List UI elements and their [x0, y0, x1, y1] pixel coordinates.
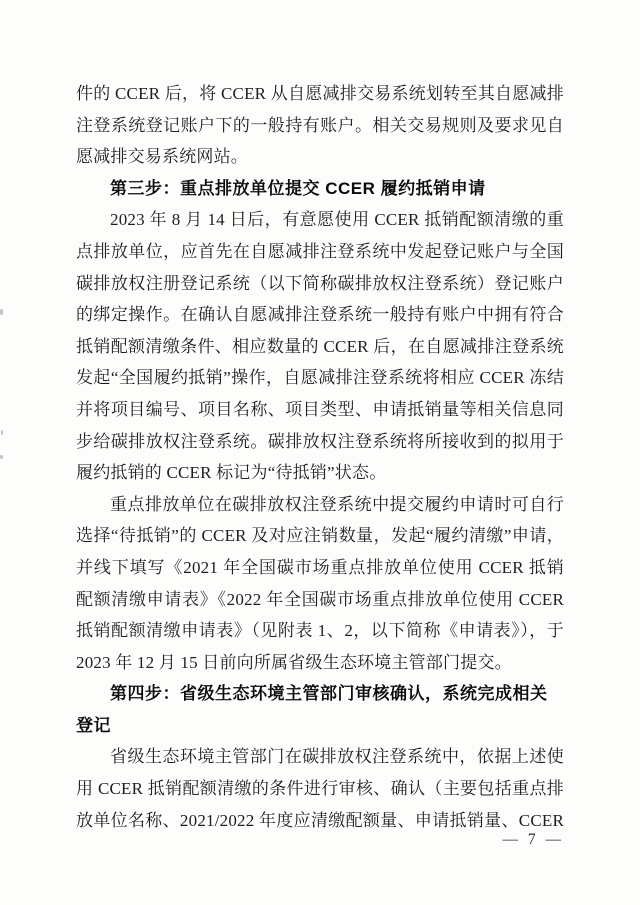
- paragraph: 省级生态环境主管部门在碳排放权注登系统中，依据上述使用 CCER 抵销配额清缴的条件进行审核、确认（主要包括重点排放单位名称、2021/2022 年度应清缴配额量、申请抵销量、CCER: [76, 747, 564, 830]
- section-heading: 第四步：省级生态环境主管部门审核确认，系统完成相关登记: [76, 684, 548, 735]
- scan-artifact-speck: [1, 430, 3, 435]
- page-number: — 7 —: [502, 831, 564, 848]
- scan-artifact-speck: [0, 309, 3, 315]
- paragraph: 2023 年 8 月 14 日后，有意愿使用 CCER 抵销配额清缴的重点排放单位，应首先在自愿减排注登系统中发起登记账户与全国碳排放权注册登记系统（以下简称碳排放权注登系统）登记账户的绑定操作。在确认自愿减排注登系统一般持有账户中拥有符合抵销配额清缴条件、相应数量的 CCER 后，在自愿减排注登系统发起“全国履约抵销”操作，自愿减排注登系统将相应 CCER 冻结并将项目编号、项目名称、项目类型、申请抵销量等相关信息同步给碳排放权注登系统。碳排放权注登系统将所接收到的拟用于履约抵销的 CCER 标记为“待抵销”状态。: [76, 210, 564, 483]
- paragraph: 件的 CCER 后，将 CCER 从自愿减排交易系统划转至其自愿减排注登系统登记账户下的一般持有账户。相关交易规则及要求见自愿减排交易系统网站。: [76, 84, 564, 167]
- section-heading: 第三步：重点排放单位提交 CCER 履约抵销申请: [110, 178, 486, 198]
- scan-artifact-speck: [0, 455, 3, 459]
- document-body: [76, 78, 564, 836]
- paragraph: 重点排放单位在碳排放权注登系统中提交履约申请时可自行选择“待抵销”的 CCER 及对应注销数量，发起“履约清缴”申请，并线下填写《2021 年全国碳市场重点排放单位使用 CCER 抵销配额清缴申请表》《2022 年全国碳市场重点排放单位使用 CCER 抵销配额清缴申请表》（见附表 1、2，以下简称《申请表》），于 2023 年 12 月 15 日前向所属省级生态环境主管部门提交。: [76, 494, 564, 672]
